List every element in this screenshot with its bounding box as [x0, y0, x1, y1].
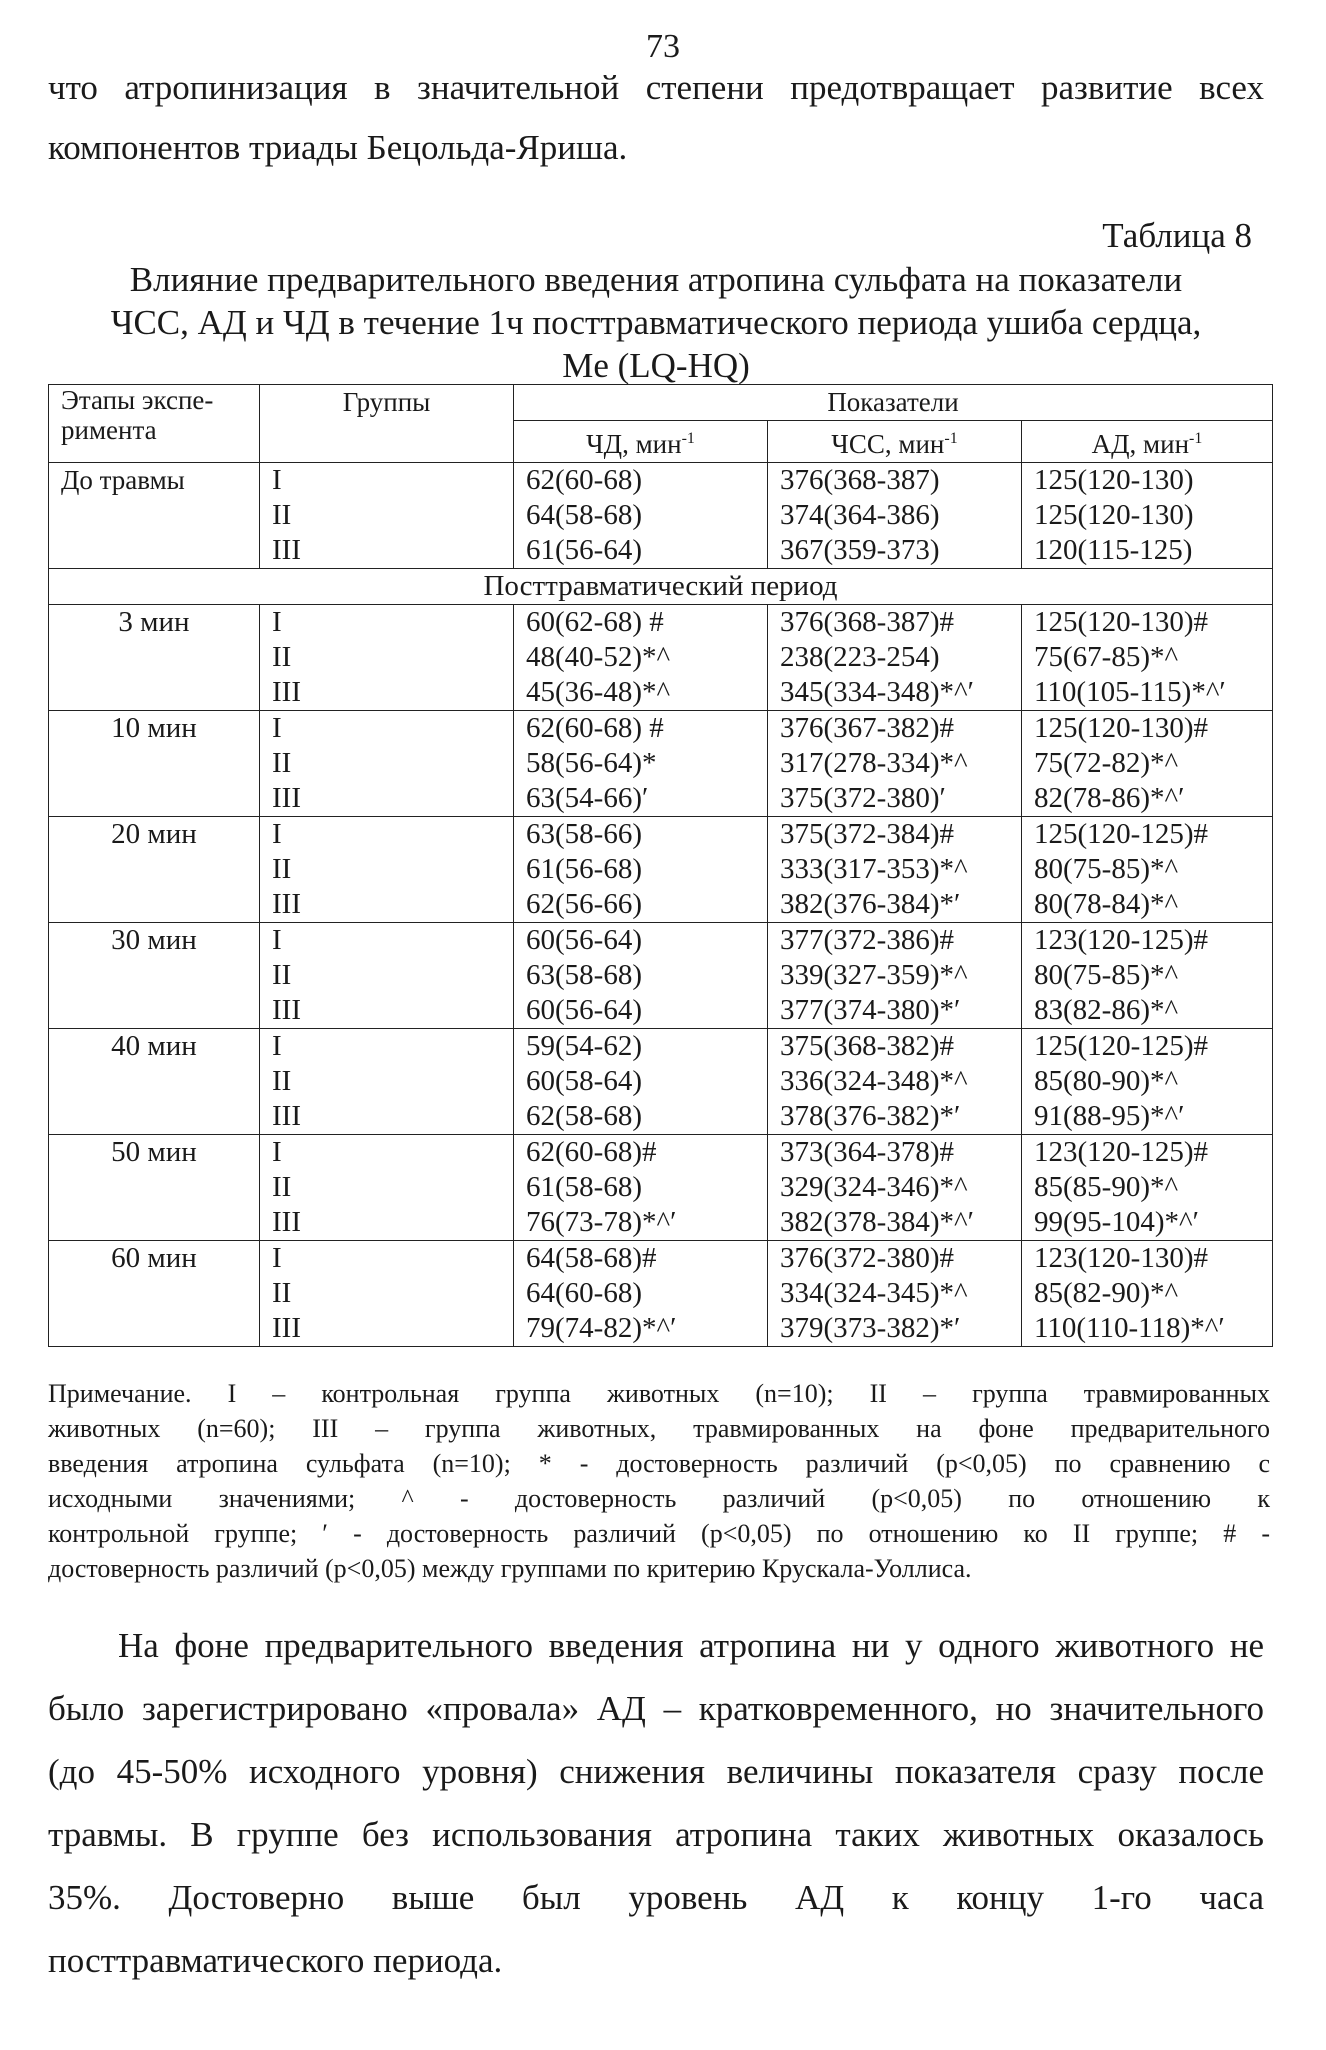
hr-cell: 376(367-382)# 317(278-334)*^ 375(372-380)′: [768, 711, 1022, 817]
stage-cell: 3 мин: [49, 605, 260, 711]
table-caption: [48, 258, 1264, 387]
hr-cell: 375(368-382)# 336(324-348)*^ 378(376-382)*′: [768, 1029, 1022, 1135]
rr-cell: 62(60-68) # 58(56-64)* 63(54-66)′: [514, 711, 768, 817]
header-indicators: Показатели: [514, 385, 1273, 421]
body-line-3: (до 45-50% исходного уровня) снижения величины показателя сразу после: [48, 1752, 1264, 1791]
header-stage: Этапы экспе- римента: [49, 385, 260, 463]
group-cell: I II III: [260, 1029, 514, 1135]
note-line-1: Примечание. I – контрольная группа животных (n=10); II – группа травмированных: [48, 1379, 1270, 1408]
rr-cell: 64(58-68)# 64(60-68) 79(74-82)*^′: [514, 1241, 768, 1347]
hr-cell: 377(372-386)# 339(327-359)*^ 377(374-380)*′: [768, 923, 1022, 1029]
body-line-1: На фоне предварительного введения атропина ни у одного животного не: [118, 1626, 1264, 1665]
intro-line-1: что атропинизация в значительной степени предотвращает развитие всех: [48, 68, 1264, 107]
note-line-6: достоверность различий (p<0,05) между группами по критерию Крускала-Уоллиса.: [48, 1554, 972, 1583]
rr-cell: 60(56-64) 63(58-68) 60(56-64): [514, 923, 768, 1029]
stage-cell: 10 мин: [49, 711, 260, 817]
bp-cell: 123(120-125)# 85(85-90)*^ 99(95-104)*^′: [1022, 1135, 1273, 1241]
group-cell: I II III: [260, 1135, 514, 1241]
group-cell: I II III: [260, 711, 514, 817]
table-row: [49, 923, 1273, 1029]
caption-line-3: Me (LQ-HQ): [562, 346, 750, 385]
rr-cell: 60(62-68) # 48(40-52)*^ 45(36-48)*^: [514, 605, 768, 711]
table-row: [49, 817, 1273, 923]
rr-cell: 62(60-68) 64(58-68) 61(56-64): [514, 463, 768, 569]
caption-line-1: Влияние предварительного введения атропина сульфата на показатели: [129, 260, 1183, 299]
table-row: [49, 711, 1273, 817]
stage-cell: 40 мин: [49, 1029, 260, 1135]
hr-cell: 375(372-384)# 333(317-353)*^ 382(376-384)*′: [768, 817, 1022, 923]
stage-cell: До травмы: [49, 463, 260, 569]
header-bp: АД, мин$^{-1}$: [1022, 421, 1273, 463]
group-cell: I II III: [260, 605, 514, 711]
caption-line-2: ЧСС, АД и ЧД в течение 1ч посттравматического периода ушиба сердца,: [110, 303, 1202, 342]
bp-cell: 123(120-130)# 85(82-90)*^ 110(110-118)*^′: [1022, 1241, 1273, 1347]
group-cell: I II III: [260, 923, 514, 1029]
note-line-2: животных (n=60); III – группа животных, травмированных на фоне предварительного: [48, 1414, 1270, 1443]
rr-cell: 63(58-66) 61(56-68) 62(56-66): [514, 817, 768, 923]
group-cell: I II III: [260, 1241, 514, 1347]
table-row: [49, 1135, 1273, 1241]
hr-cell: 373(364-378)# 329(324-346)*^ 382(378-384)*^′: [768, 1135, 1022, 1241]
note-line-5: контрольной группе; ′ - достоверность различий (p<0,05) по отношению ко II группе; # -: [48, 1519, 1270, 1548]
section-title: Посттравматический период: [49, 569, 1273, 605]
bp-cell: 125(120-125)# 85(80-90)*^ 91(88-95)*^′: [1022, 1029, 1273, 1135]
bp-cell: 123(120-125)# 80(75-85)*^ 83(82-86)*^: [1022, 923, 1273, 1029]
body-line-2: было зарегистрировано «провала» АД – кратковременного, но значительного: [48, 1689, 1264, 1728]
section-row: [49, 569, 1273, 605]
stage-cell: 30 мин: [49, 923, 260, 1029]
body-line-4: травмы. В группе без использования атропина таких животных оказалось: [48, 1815, 1264, 1854]
table-header-row: [49, 385, 1273, 421]
data-table: [48, 384, 1273, 1347]
body-line-6: посттравматического периода.: [48, 1941, 503, 1980]
header-rr: ЧД, мин$^{-1}$: [514, 421, 768, 463]
hr-cell: 376(368-387)# 238(223-254) 345(334-348)*^′: [768, 605, 1022, 711]
note-line-3: введения атропина сульфата (n=10); * - достоверность различий (p<0,05) по сравнению с: [48, 1449, 1270, 1478]
table-row: [49, 1029, 1273, 1135]
header-hr: ЧСС, мин$^{-1}$: [768, 421, 1022, 463]
bp-cell: 125(120-130)# 75(72-82)*^ 82(78-86)*^′: [1022, 711, 1273, 817]
page-number: 73: [646, 28, 680, 65]
table-note: [48, 1376, 1270, 1586]
header-group: Группы: [260, 385, 514, 463]
group-cell: I II III: [260, 817, 514, 923]
table-row: [49, 1241, 1273, 1347]
rr-cell: 62(60-68)# 61(58-68) 76(73-78)*^′: [514, 1135, 768, 1241]
group-cell: I II III: [260, 463, 514, 569]
table-label: Таблица 8: [1102, 216, 1252, 255]
stage-cell: 50 мин: [49, 1135, 260, 1241]
rr-cell: 59(54-62) 60(58-64) 62(58-68): [514, 1029, 768, 1135]
table-row: [49, 605, 1273, 711]
intro-line-2: компонентов триады Бецольда-Яриша.: [48, 128, 628, 167]
body-line-5: 35%. Достоверно выше был уровень АД к концу 1-го часа: [48, 1878, 1264, 1917]
bp-cell: 125(120-130) 125(120-130) 120(115-125): [1022, 463, 1273, 569]
table-row-pre-trauma: [49, 463, 1273, 569]
stage-cell: 20 мин: [49, 817, 260, 923]
bp-cell: 125(120-130)# 75(67-85)*^ 110(105-115)*^′: [1022, 605, 1273, 711]
stage-cell: 60 мин: [49, 1241, 260, 1347]
bp-cell: 125(120-125)# 80(75-85)*^ 80(78-84)*^: [1022, 817, 1273, 923]
hr-cell: 376(368-387) 374(364-386) 367(359-373): [768, 463, 1022, 569]
note-line-4: исходными значениями; ^ - достоверность различий (p<0,05) по отношению к: [48, 1484, 1270, 1513]
hr-cell: 376(372-380)# 334(324-345)*^ 379(373-382)*′: [768, 1241, 1022, 1347]
